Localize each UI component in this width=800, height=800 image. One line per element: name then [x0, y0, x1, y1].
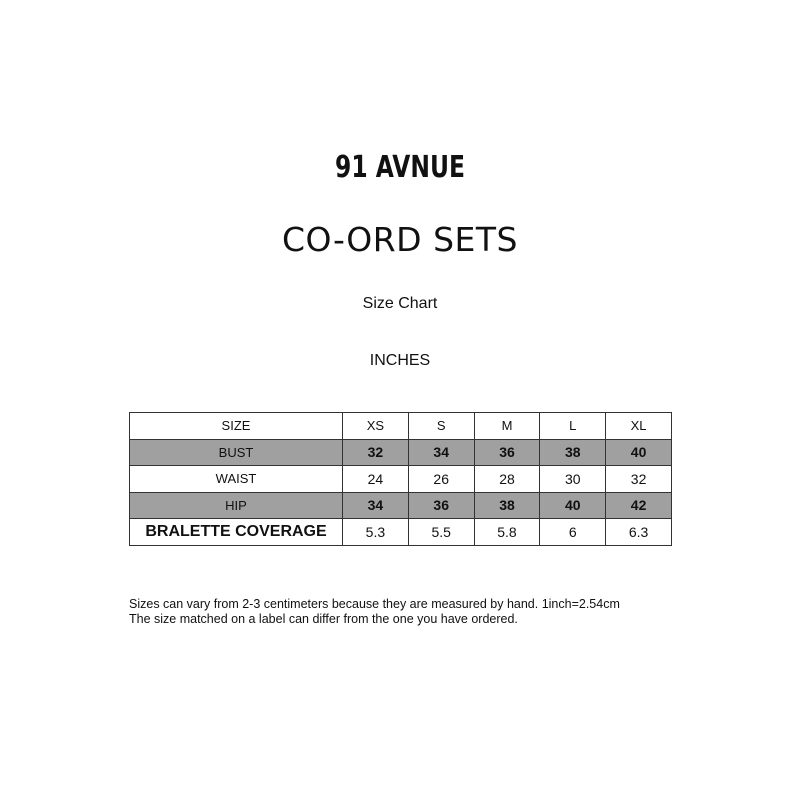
header-cell-xl: XL	[606, 413, 672, 440]
page-title: CO-ORD SETS	[282, 220, 518, 259]
table-cell: 5.5	[408, 519, 474, 546]
row-label-bust: BUST	[130, 439, 343, 466]
table-cell: 34	[343, 492, 409, 519]
header-cell-l: L	[540, 413, 606, 440]
header-cell-size: SIZE	[130, 413, 343, 440]
row-label-hip: HIP	[130, 492, 343, 519]
size-notes	[129, 597, 689, 627]
table-cell: 32	[606, 466, 672, 493]
table-cell: 26	[408, 466, 474, 493]
table-row-bust	[130, 439, 672, 466]
table-cell: 6	[540, 519, 606, 546]
page-subtitle: Size Chart	[362, 295, 438, 312]
table-row-bralette-coverage	[130, 519, 672, 546]
table-cell: 6.3	[606, 519, 672, 546]
table-cell: 42	[606, 492, 672, 519]
table-cell: 28	[474, 466, 540, 493]
table-cell: 5.3	[343, 519, 409, 546]
table-cell: 32	[343, 439, 409, 466]
unit-label: INCHES	[369, 352, 431, 369]
size-chart-table	[129, 412, 672, 546]
header-cell-xs: XS	[343, 413, 409, 440]
table-cell: 5.8	[474, 519, 540, 546]
table-row-waist	[130, 466, 672, 493]
brand-logo-text: 91 AVNUE	[335, 150, 465, 185]
header-cell-s: S	[408, 413, 474, 440]
table-row-hip	[130, 492, 672, 519]
row-label-bralette-coverage: BRALETTE COVERAGE	[130, 519, 343, 546]
table-cell: 36	[474, 439, 540, 466]
table-cell: 40	[606, 439, 672, 466]
table-cell: 38	[540, 439, 606, 466]
note-label-difference: The size matched on a label can differ from the one you have ordered.	[129, 612, 518, 626]
note-measurement-variance: Sizes can vary from 2-3 centimeters because they are measured by hand. 1inch=2.54cm	[129, 597, 620, 611]
table-header-row	[130, 413, 672, 440]
row-label-waist: WAIST	[130, 466, 343, 493]
table-cell: 36	[408, 492, 474, 519]
table-cell: 38	[474, 492, 540, 519]
header-cell-m: M	[474, 413, 540, 440]
table-cell: 34	[408, 439, 474, 466]
table-cell: 24	[343, 466, 409, 493]
table-cell: 40	[540, 492, 606, 519]
table-cell: 30	[540, 466, 606, 493]
